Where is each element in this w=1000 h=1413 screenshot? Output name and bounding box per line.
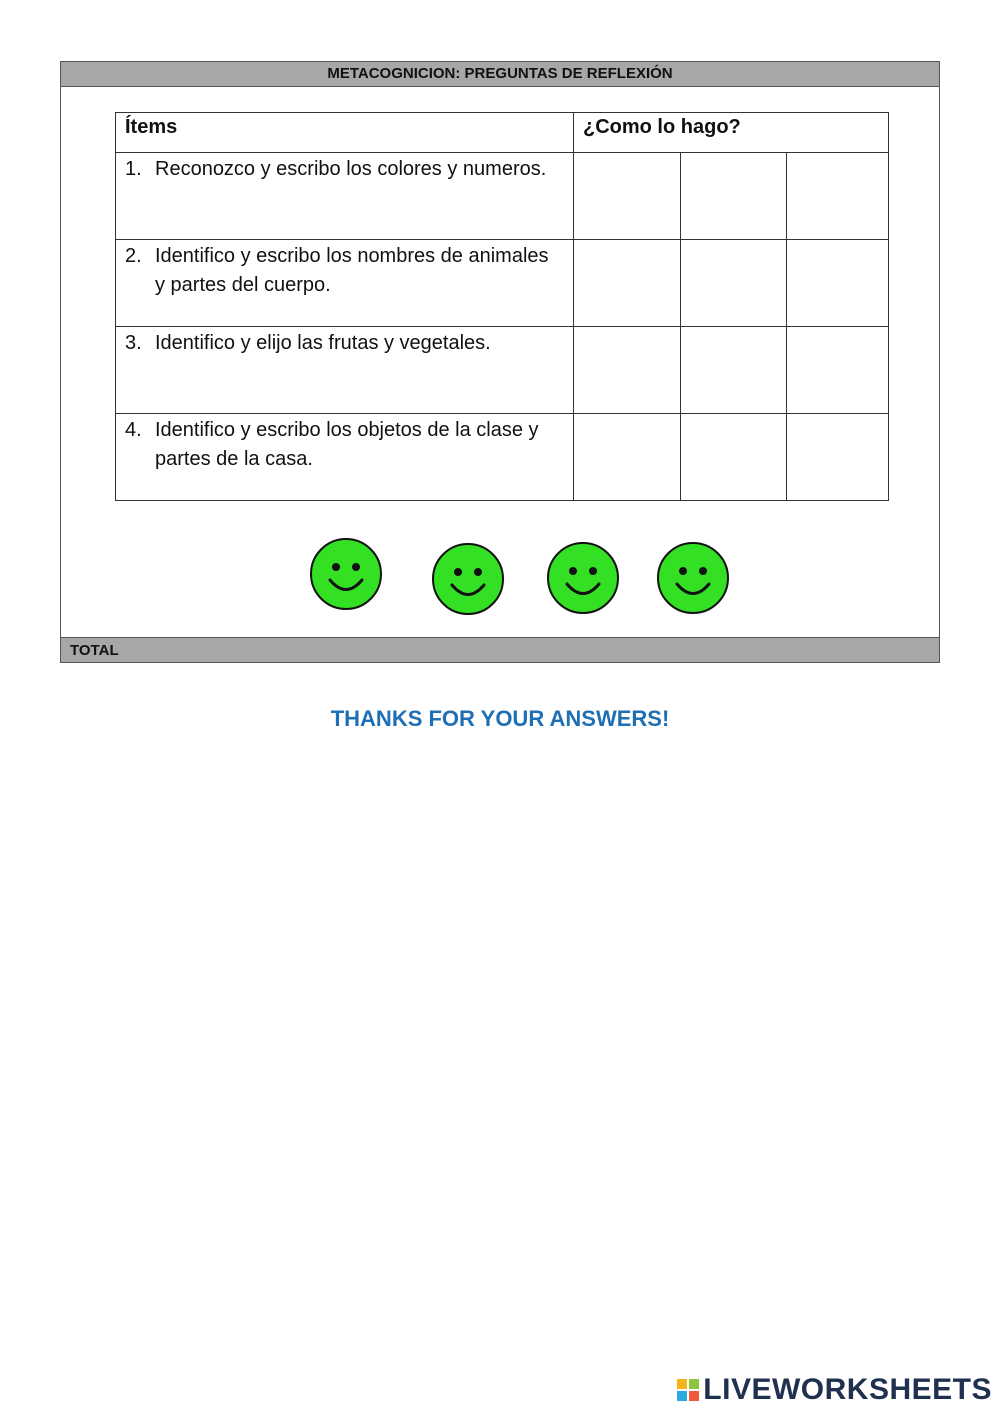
rating-cell[interactable] [681,240,787,327]
item-cell [116,153,574,240]
rating-cell[interactable] [574,414,681,501]
items-header: Ítems [116,113,574,153]
rating-cell[interactable] [787,414,889,501]
rating-cell[interactable] [574,240,681,327]
item-number: 4. [125,419,142,441]
item-text: Identifico y escribo los objetos de la clase y partes de la casa. [155,419,539,470]
rating-cell[interactable] [787,240,889,327]
smiley-face-icon [309,537,383,611]
rating-cell[interactable] [787,153,889,240]
item-cell [116,240,574,327]
smiley-face-icon [546,541,620,615]
item-number: 1. [125,158,142,180]
table-row [116,153,889,240]
table-header-row [116,113,889,153]
smiley-face-icon [431,542,505,616]
table-row [116,327,889,414]
reflection-table [115,112,889,501]
thanks-message: THANKS FOR YOUR ANSWERS! [330,706,670,731]
rating-cell[interactable] [787,327,889,414]
how-header: ¿Como lo hago? [574,113,889,153]
rating-cell[interactable] [681,153,787,240]
item-text: Identifico y elijo las frutas y vegetales. [155,332,491,354]
rating-cell[interactable] [574,327,681,414]
smiley-face-icon [656,541,730,615]
table-row [116,414,889,501]
item-cell [116,327,574,414]
total-label: TOTAL [61,637,939,662]
table-row [116,240,889,327]
smiley-row [61,537,939,617]
brand-mark-icon [677,1379,699,1401]
item-text: Identifico y escribo los nombres de animales y partes del cuerpo. [155,245,549,296]
rating-cell[interactable] [574,153,681,240]
worksheet-frame [60,61,940,663]
brand-name: LIVEWORKSHEETS [703,1373,992,1406]
item-cell [116,414,574,501]
worksheet-title: METACOGNICION: PREGUNTAS DE REFLEXIÓN [61,62,939,87]
rating-cell[interactable] [681,327,787,414]
item-number: 2. [125,245,142,267]
rating-cell[interactable] [681,414,787,501]
item-number: 3. [125,332,142,354]
item-text: Reconozco y escribo los colores y numeros. [155,158,547,180]
brand-logo [677,1373,992,1407]
